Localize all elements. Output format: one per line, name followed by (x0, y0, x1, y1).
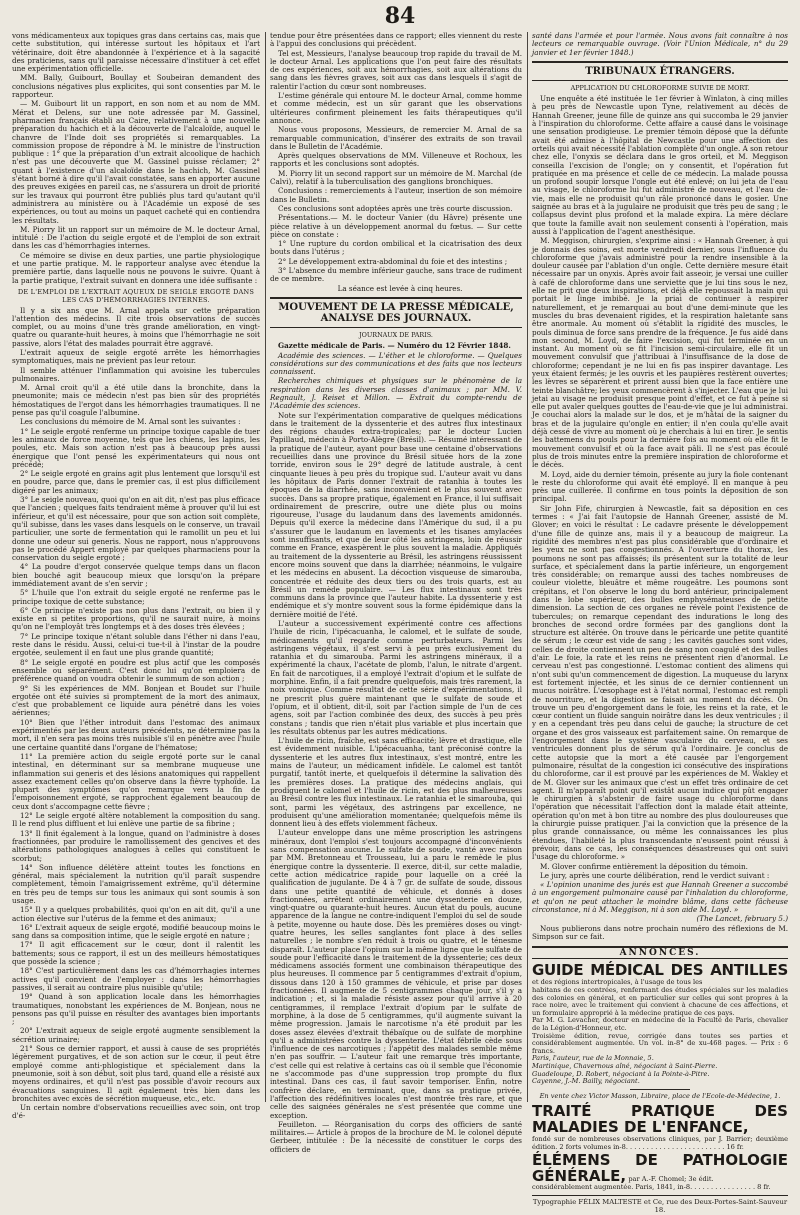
paragraph: tendue pour être présentées dans ce rapport; elles viennent du reste à l'appui des conclusions qui précèdent. (270, 31, 522, 49)
paragraph: Note sur l'expérimentation comparative de quelques médications dans le traitement de la dyssenterie et des autres flux intestinaux des régions chaudes extra-tropicales; par le docteur Lucien Papillaud, médecin à Porto-Alègre (Brésil). — Résumé intéressant de la pratique de l'auteur, ayant pour base une centaine d'observations recueillies dans une province du Brésil située hors de la zone torride, environ sous le 29° degré de latitude australe, à cent cinquante lieues à peu près du tropique sud. L'auteur avait vu dans les hôpitaux de Paris donner l'extrait de ratanhia à toutes les époques de la diarrhée, sans inconvénient et le plus souvent avec succès. Dans sa propre pratique, également en France, il lui suffisait ordinairement de prescrire, outre une diète plus ou moins rigoureuse, l'usage du laudanum dans des lavements amidonnés. Depuis qu'il exerce la médecine dans l'Amérique du sud, il a pu s'assurer que le laudanum en lavements et les tisanes amylacées sont insuffisants, et que de leur côté les astringens, loin de réussir comme en France, exaspèrent le plus souvent la maladie. Appliqués au traitement de la dyssenterie au Brésil, les astringens réussissent encore moins souvent que dans la diarrhée; néanmoins, le vulgaire et les médecins en abusent. La décoction visqueuse de simarouba, concentrée et réduite des deux tiers ou des trois quarts, est au Brésil un remède populaire. — Les flux intestinaux sont très communs dans la province que l'auteur habite. La dyssenterie y est endémique et s'y montre souvent sous la forme épidémique dans la dernière moitié de l'été. (270, 410, 522, 619)
paragraph: Conclusions : remerciements à l'auteur, insertion de son mémoire dans le Bulletin. (270, 186, 522, 204)
column-1 (12, 31, 260, 1121)
printer-line: Typographie FÉLIX MALTESTE et Ce, rue des Deux-Portes-Saint-Sauveur 18. (532, 1195, 788, 1215)
paragraph: Nous publierons dans notre prochain numéro des réflexions de M. Simpson sur ce fait. (532, 923, 788, 941)
paragraph: M. Arnal croit qu'il a été utile dans la bronchite, dans la pneumonite; mais ce médecin n'est pas bien sûr des propriétés hémostatiques de l'ergot dans les hémorrhagies traumatiques. Il ne pense pas qu'il coagule l'albumine. (12, 383, 260, 418)
ad-vendor: En vente chez Victor Masson, Libraire, place de l'Ecole-de-Médecine, 1. (539, 1091, 781, 1100)
ad-line: considérablement augmentée. Paris, 1841, in-8. . . . . . . . . . . . . . . . 8 fr. (532, 1182, 771, 1191)
paragraph: M. Piorry lit un rapport sur un mémoire de M. le docteur Arnal, intitulé : De l'action du seigle ergoté et de l'emploi de son extrait dans les cas d'hémorrhagies internes. (12, 224, 260, 251)
paragraph: MM. Bally, Guibourt, Boullay et Soubeiran demandent des conclusions négatives plus explicites, qui sont consenties par M. le rapporteur. (12, 73, 260, 100)
paragraph: Recherches chimiques et physiques sur le phénomène de la respiration dans les diverses classes d'animaux ; par MM. V. Regnault, J. Reiset et Millon. — Extrait du compte-rendu de l'Académie des sciences. (270, 376, 522, 411)
paragraph: vons médicamenteux aux topiques gras dans certains cas, mais que cette substitution, qui intéresse surtout les hôpitaux et l'art vétérinaire, doit être abandonnée à l'expérience et à la sagacité des praticiens, sans qu'il paraisse nécessaire d'instituer à cet effet une expérimentation officielle. (12, 31, 260, 74)
section-title: MOUVEMENT DE LA PRESSE MÉDICALE, ANALYSE DES JOURNAUX. (270, 297, 522, 328)
paragraph: Ces conclusions sont adoptées après une très courte discussion. (278, 203, 513, 213)
column-divider (527, 32, 528, 1102)
paragraph: La séance est levée à cinq heures. (337, 283, 463, 293)
ad-line: Martinique, Chavernous aîné, négociant à Saint-Pierre. (532, 1062, 718, 1070)
ad-elemens-pathologie (532, 1152, 788, 1192)
paragraph: 3° Le seigle nouveau, quoi qu'on en ait dit, n'est pas plus efficace que l'ancien ; quelques faits tendraient même à prouver qu'il lui est inférieur, et qu'il est nécessaire, pour que son action soit complète, qu'il subisse, dans les vases dans lesquels on le conserve, un travail particulier, une sorte de fermentation qui le ramollit un peu et lui donne une odeur sui generis. Nous ne rapport, nous n'approuvons pas le procédé Appert employé par quelques pharmaciens pour la conservation du seigle ergoté ; (12, 495, 260, 563)
paragraph: 7° Le principe toxique n'étant soluble dans l'éther ni dans l'eau, reste dans le résidu. Aussi, celui-ci tue-t-il à l'instar de la poudre ergotée, seulement il en faut une plus grande quantité; (12, 631, 260, 658)
column-2 (270, 31, 522, 1154)
ad-line: Troisième édition, revue, corrigée dans toutes ses parties et considérablement augmentée. Un vol. in-8° de xu-468 pages. — Prix : 6 francs. (532, 1031, 788, 1055)
ad-line: Guadeloupe, D. Robert, négociant à la Pointe-à-Pitre. (532, 1069, 710, 1078)
paragraph: 1° Une rupture du cordon ombilical et la cicatrisation des deux bouts dans l'utérus ; (270, 239, 522, 257)
paragraph: L'huile de ricin, fraîche, est sans efficacité; lèvre et drastique, elle est évidemment nuisible. L'ipécacuanha, tant préconisé contre la dyssenterie et les autres flux intestinaux, s'est montré, entre les mains de l'auteur, un médicament infidèle. Le calomel est tantôt purgatif, tantôt inerte, et quelquefois il détermine la salivation dès les premières doses. La pratique des médecins anglais, qui prodiguent le calomel et l'huile de ricin, est des plus malheureuses au Brésil contre les flux intestinaux. Le ratanhia et le simarouba, qui sont, parmi les végétaux, des astringens par excellence, ne produisent qu'une amélioration momentanée; quelquefois même ils donnent lieu à des effets violemment fâcheux. (270, 736, 522, 829)
paragraph: Le jury, après une courte délibération, rend le verdict suivant : (540, 870, 770, 880)
announcements-heading: ANNONCES. (532, 946, 788, 959)
paragraph: Il y a six ans que M. Arnal appela sur cette préparation l'attention des médecins. Il cite trois observations de succès complet, ou au moins d'une très grande amélioration, en vingt-quatre ou quarante-huit heures, à moins que l'hémorrhagie ne soit passive, alors l'état des malades pourrait être aggravé. (12, 305, 260, 348)
paragraph: Un certain nombre d'observations recueillies avec soin, ont trop d'é- (12, 1103, 260, 1121)
paragraph: 8° Le seigle ergoté en poudre est plus actif que les composés ensemble ou séparément. C'est donc lui qu'on emploiera de préférence quand on voudra obtenir le summum de son action ; (12, 657, 260, 684)
paragraph: M. Meggison, chirurgien, s'exprime ainsi : « Hannah Greener, à qui je donnais des soins, est morte vendredi dernier, sous l'influence du chloroforme que j'avais administré pour la rendre insensible à la douleur causée par l'ablation d'un ongle. Cette dernière mesure était nécessaire par un onyxis. Après avoir fait asseoir, je versai une cuiller à café de chloroforme dans une serviette que je lui tins sous le nez, elle ne prit que deux inspirations, et déjà elle repoussait la main qui portait le linge imbibé. Je la priai de continuer à respirer naturellement, et je remarquai au bout d'une demi-minute que les muscles du bras devenaient rigides, et la respiration haletante sans être anormale. Au moment où s'établit la rigidité des muscles, le pouls diminua de force sans prendre de la fréquence. Je fus aidé dans mon second, M. Loyd, de faire l'excision, qui fut terminée en un instant. Au moment où se fit l'incision semi-circulaire, elle fit un mouvement convulsif que j'attribuai à l'insuffisance de la dose de chloroforme; cependant je ne lui en fis pas inspirer davantage. Les yeux étaient fermés; je les ouvris et les paupières restèrent ouvertes; les lèvres se séparèrent et prirent aussi bien que la face entière une teinte blanchâtre; les yeux commencèrent à s'injecter. L'eau que je lui jetai au visage ne produisit presque point d'effet, et ce fut à peine si elle put avaler quelques gouttes de l'eau-de-vie que je lui administrai. Je couchai alors la malade sur le dos, et je m'hâtai de la saigner du bras et de la jugulaire qu'ongle en entier; il n'en coula qu'elle avait déjà cessé de vivre au moment où je cherchais à lui en tirer. Je sentis les battemens du pouls pour la dernière fois au moment où elle fit le mouvement convulsif et où la face avait pâli. Il ne s'est pas écoulé plus de trois minutes entre la première inspiration de chloroforme et le décès. (532, 236, 788, 470)
ad-line: habitans de ces contrées, renfermant des études spéciales sur les maladies des colonies en général, et en particulier sur celles qui sont propres à la race noire, avec le traitement qui convient à chacune de ces affections, et un formulaire approprié à la médecine pratique de ces pays. (532, 986, 788, 1017)
paragraph: Académie des sciences. — L'éther et le chloroforme. — Quelques considérations sur des communications et des faits que nos lecteurs connaissent. (270, 350, 522, 377)
paragraph: 11° La première action du seigle ergoté porte sur le canal intestinal, en déterminant sur sa membrane muqueuse une inflammation sui generis et des lésions anatomiques qui rappellent assez exactement celles qu'on observe dans la fièvre typhoïde. La plupart des symptômes qu'on remarque vers la fin de l'empoisonnement ergoté, se rapprochent également beaucoup de ceux dont s'accompagne cette fièvre ; (12, 751, 260, 811)
paragraph: Une enquête a été instituée le 1er février à Winlaton, à cinq milles à peu près de Newcastle upon Tyne, relativement au décès de Hannah Greener, jeune fille de quinze ans qui succomba le 29 janvier à l'inspiration du chloroforme. Cette affaire a causé dans le voisinage une sensation prodigieuse. Le premier témoin déposé que la défunte avait été admise à l'hôpital de Newcastle pour une affection des orteils qui avait nécessité l'ablation complète d'un ongle. A son retour chez elle, l'onyxis se déclara dans le gros orteil, et M. Meggison conseilla l'excision de l'ongle; on y consentit, et l'opération fut pratiquée en ma présence et celle de ce médecin. La malade poussa un profond soupir lorsque l'ongle eut été enlevé; on lui jeta de l'eau au visage, le chloroforme lui fut administré de nouveau, et l'eau de-vie, mais elle ne produisit qu'un râle prononcé dans le gosier. Une saignée au bras et à la jugulaire ne produisit que très peu de sang ; le collapsus devint plus profond et la malade expira. La mère déclare que toute la famille avait non seulement consenti à l'opération, mais aussi à l'application de l'agent anesthésique. (532, 94, 788, 236)
column-3 (532, 31, 788, 1215)
ad-line: Cayenne, J.-M. Bailly, négociant. (532, 1077, 640, 1086)
ad-guide-medical (532, 962, 788, 1085)
paragraph: Il semble atténuer l'inflammation qui avoisine les tubercules pulmonaires. (12, 365, 260, 383)
section-title: TRIBUNAUX ÉTRANGERS. (532, 61, 788, 81)
paragraph: L'auteur a successivement expérimenté contre ces affections l'huile de ricin, l'ipécacuanha, le calomel, et le sulfate de soude, médicaments qu'il regarde comme perturbateurs. Parmi les astringens végétaux, il s'est servi à peu près exclusivement du ratanhia et du simarouba. Parmi les astringens minéraux, il a expérimenté la chaux, l'acétate de plomb, l'alun, le nitrate d'argent. En fait de narcotiques, il a employé l'extrait d'opium et le sulfate de morphine. Enfin, il a fait prendre quelquefois, mais très rarement, la noix vomique. Comme résultat de cette série d'expérimentations, il ne prescrit plus guère maintenant que le sulfate de soude et l'opium, et il obtient, dit-il, soit par l'action simple de l'un de ces agens, soit par l'action combinée des deux, des succès à peu près constans ; tandis que rien n'était plus variable et plus incertain que les résultats obtenus par les autres médications. (270, 619, 522, 736)
paragraph: Sir John Fife, chirurgien à Newcastle, fait sa déposition en ces termes : « J'ai fait l'autopsie de Hannah Greener, assisté de M. Glover; en voici le résultat : Le cadavre présente le développement d'une fille de quinze ans, mais il y a beaucoup de maigreur. La rigidité des membres n'est pas plus considérable que d'ordinaire et les yeux ne sont pas congestionnés. A l'ouverture du thorax, les poumons ne sont pas affaissés; ils présentent sur la totalité de leur surface, et spécialement dans la partie inférieure, un engorgement très considérable; on remarque aussi des taches nombreuses de couleur violette, bleuâtre et même rougeâtre. Les poumons sont crépitans, et l'on observe le long du bord antérieur, principalement dans le lobe supérieur, des bulles emphysémateuses de petite dimension. La section de ces organes ne révèle point l'existence de tubercules; on remarque cependant des indurations le long des bronches de second ordre formées par des ganglions dont la structure est altérée. On trouve dans le péricarde une petite quantité de sérum ; le cœur est vide de sang ; les cavités gauches sont vides, celles de droite contiennent un peu de sang non coagulé et des bulles d'air. Le foie, la rate et les reins ne présentent rien d'anormal. Le cerveau n'est pas congestionné. L'estomac contient des alimens qui n'ont subi qu'un commencement de digestion. La muqueuse du larynx est fortement injectée, et les sinus de ce dernier contiennent un mucus noirâtre. L'œsophage est à l'état normal, l'estomac est rempli de nourriture, et la digestion se faisait au moment du décès. On trouve un peu d'engorgement dans le foie, les reins et la rate, et le cœur contient un fluide sanguin noirâtre dans les deux ventricules ; il y en a cependant très peu dans celui de gauche; la structure de cet organe et des gros vaisseaux est parfaitement saine. On remarque de l'engorgement dans le système vasculaire du cerveau, et ses ventricules donnent plus de sérum qu'à l'ordinaire. Je conclus de cette autopsie que la mort a été causée par l'engorgement pulmonaire, résultat de la congestion ici consécutive des inspirations du chloroforme, car il est prouvé par les expériences de M. Wakley et de M. Glover sur les animaux que c'est un effet très ordinaire de cet agent. Il m'apparaît point qu'il existât aucun indice qui pût engager le chirurgien à s'abstenir de faire usage du chloroforme dans l'opération que nécessitait l'affection dont la malade était atteinte, opération qu'on met à bon titre au nombre des plus douloureuses que la chirurgie puisse pratiquer. J'ai la conviction que la présence de la plus grande connaissance, ou même les connaissances les plus étendues, l'habileté la plus transcendante n'eussent point réussi à prévoir, dans ce cas, les conséquences désastreuses qui ont suivi l'usage du chloroforme. » (532, 503, 788, 862)
paragraph: 9° Si les expériences de MM. Bonjean et Boudet sur l'huile ergotée ont été suivies si promptement de la mort des animaux, c'est que probablement ce liquide aura pénétré dans les voies aériennes; (12, 683, 260, 718)
paragraph: 20° L'extrait aqueux de seigle ergoté augmente sensiblement la sécrétion urinaire; (12, 1026, 260, 1044)
paragraph: L'estime générale qui entoure M. le docteur Arnal, comme homme et comme médecin, est un sûr garant que les observations ultérieures confirment pleinement les faits thérapeutiques qu'il annonce. (270, 91, 522, 125)
paragraph: 4° La poudre d'ergot conservée quelque temps dans un flacon bien bouché agit beaucoup mieux que lorsqu'on la prépare immédiatement avant de s'en servir ; (12, 562, 260, 588)
paragraph: Les conclusions du mémoire de M. Arnal sont les suivantes : (20, 417, 241, 427)
paragraph: Ce mémoire se divise en deux parties, une partie physiologique et une partie pratique. M. le rapporteur analyse avec étendue la première partie, dans laquelle nous ne pouvons le suivre. Quant à la partie pratique, l'extrait suivant en donnera une idée suffisante : (12, 250, 260, 285)
ad-subtitle: par A.-F. Chomel; 3e édit. (628, 1174, 714, 1183)
paragraph: 2° Le seigle ergoté en grains agit plus lentement que lorsqu'il est en poudre, parce que, dans le premier cas, il est plus difficilement digéré par les animaux; (12, 469, 260, 495)
paragraph: 15° Il y a quelques probabilités, quoi qu'on en ait dit, qu'il a une action élective sur l'utérus de la femme et des animaux; (12, 905, 260, 923)
paragraph: 18° C'est particulièrement dans les cas d'hémorrhagies internes actives qu'il convient de l'employer : dans les hémorrhagies passives, il serait au contraire plus nuisible qu'utile; (12, 966, 260, 992)
paragraph: 12° Le seigle ergoté altère notablement la composition du sang. Il le rend plus diffluent et lui enlève une partie de sa fibrine ; (12, 811, 260, 829)
paragraph: 13° Il finit également à la longue, quand on l'administre à doses fractionnées, par produire le ramollissement des gencives et des altérations pathologiques analogues à celles qui constituent le scorbut; (12, 828, 260, 863)
subheading: JOURNAUX DE PARIS. (359, 330, 433, 339)
subheading: APPLICATION DU CHLOROFORME SUIVIE DE MORT. (570, 83, 750, 92)
ad-line: Par M. G. Levacher, docteur en médecine de la Faculté de Paris, chevalier de la Légion-d'Honneur, etc. (532, 1016, 788, 1033)
paragraph: Nous vous proposons, Messieurs, de remercier M. Arnal de sa remarquable communication, d'insérer des extraits de son travail dans le Bulletin de l'Académie. (270, 125, 522, 151)
paragraph: 19° Quand à son application locale dans les hémorrhagies traumatiques, nonobstant les expériences de M. Bonjean, nous ne pensons pas qu'il puisse en résulter des avantages bien importants ; (12, 992, 260, 1027)
paragraph: santé dans l'armée et pour l'armée. Nous avons fait connaître à nos lecteurs ce remarquable ouvrage. (Voir l'Union Médicale, n° du 29 janvier et 1er février 1848.) (532, 31, 788, 57)
ad-traite-pratique (532, 1093, 788, 1152)
gazette-line: Gazette médicale de Paris. — Numéro du 12 Février 1848. (278, 341, 511, 351)
column-divider (265, 32, 266, 1102)
paragraph: — M. Guibourt lit un rapport, en son nom et au nom de MM. Mérat et Delens, sur une note adressée par M. Gassinel, pharmacien français établi au Caire, relativement à une nouvelle préparation du hachich et à la découverte de l'alcaloïde, auquel le chanvre de l'Inde doit ses propriétés si remarquables. La commission propose de répondre à M. le ministre de l'instruction publique : 1° que la préparation d'un extrait alcoolique de hachich n'est pas une découverte que M. Gassinel puisse réclamer; 2° quant à l'existence d'un alcaloïde dans le hachich, M. Gassinel s'étant borné à dire qu'il l'avait constatée, sans en apporter aucune des preuves exigées en pareil cas, ne s'assurera un droit de priorité sur les travaux qui pourront être publiés plus tard qu'autant qu'il administrera au ministère ou à l'Académie un exposé de ses expériences, ou tout au moins un paquet cacheté qui en contiendra les résultats. (12, 99, 260, 225)
paragraph: 17° Il agit efficacement sur le cœur, dont il ralentit les battements; sous ce rapport, il est un des meilleurs hémostatiques que possède la science ; (12, 940, 260, 967)
paragraph: Après quelques observations de MM. Villeneuve et Rochoux, les rapports et les conclusions sont adoptés. (270, 151, 522, 169)
ad-title: ÉLÉMENS DE PATHOLOGIE GÉNÉRALE, (532, 1150, 788, 1185)
paragraph: M. Loyd, aide du dernier témoin, présente au jury la fiole contenant le reste du chloroforme qui avait été employé. Il en manque à peu près une cuillerée. Il confirme en tous points la déposition de son principal. (532, 469, 788, 504)
page-number: 84 (384, 3, 416, 29)
ad-line: fondé sur de nombreuses observations cliniques, par J. Barrier; deuxième édition. 2 forts volumes in-8. . . . . . . . . . . . . . . . . . . . . . . . 16 fr. (532, 1135, 788, 1151)
paragraph: L'auteur enveloppe dans une même proscription les astringens minéraux, dont l'emploi s'est toujours accompagné d'inconvénients sans compensation aucune. Le sulfate de soude, vanté avec raison par MM. Bretonneau et Trousseau, lui a paru le remède le plus énergique contre la dyssenterie. Il exerce, dit-il, sur cette maladie, cette action médicatrice rapide pour laquelle on a créé la qualification de jugulante. De 4 à 7 gr. de sulfate de soude, dissous dans une petite quantité de véhicule, et donnés à doses fractionnées, arrêtent ordinairement une dyssenterie en douze, vingt-quatre ou quarante-huit heures. Aucun état du pouls, aucune apparence de la langue ne contre-indiquent l'emploi du sel de soude à petite, moyenne ou haute dose. Dès les premières doses ou vingt-quatre heures, les selles sanglantes font place à des selles naturelles ; le nombre s'en réduit à trois ou quatre, et le ténesme disparaît. L'auteur place l'opium sur la même ligne que le sulfate de soude pour l'efficacité dans le traitement de la dyssenterie; ces deux médicamens associés forment une combinaison thérapeutique des plus heureuses. Il commence par 5 centigrammes d'extrait d'opium, dissous dans 120 à 150 grammes de véhicule, et prise par doses fractionnées. Il augmente de 5 centigrammes chaque jour, s'il y a indication ; et, si la maladie résiste assez pour qu'il arrive à 20 centigrammes, il remplace l'extrait d'opium par le sulfate de morphine, à la dose de 5 centigrammes, qu'il augmente suivant la même progression. Jamais le narcotisme n'a été produit par les doses assez élevées d'extrait thébaïque ou de sulfate de morphine qu'il a administrées contre la dyssenterie. L'état fébrile cède sous l'influence de ces narcotiques ; l'appétit des malades semble même n'en pas souffrir. — L'auteur fait une remarque très importante, c'est celle qui est relative à certains cas où il semble que l'économie ne s'accommode pas d'une suppression trop prompte du flux intestinal. Dans ces cas, il faut savoir temporiser. Enfin, notre confrère déclare, en terminant, que, dans sa pratique privée, l'affection des rédéfinitives locales n'est montrée très rare, et que celle des saignées générales ne s'est présentée que comme une exception. (270, 828, 522, 1120)
divider (630, 1089, 690, 1090)
paragraph: 6° Ce principe n'existe pas non plus dans l'extrait, ou bien il y existe en si petites proportions, qu'il ne saurait nuire, à moins qu'on ne l'employât très longtemps et à des doses très élevées ; (12, 605, 260, 632)
ad-title: GUIDE MÉDICAL DES ANTILLES (532, 961, 788, 980)
paragraph: Feuilleton. — Réorganisation du corps des officiers de santé militaires.— Article à propos de la brochure de M. le colonel député Gerbeer, intitulée : De la nécessité de constituer le corps des officiers de (270, 1119, 522, 1154)
paragraph: M. Piorry lit un second rapport sur un mémoire de M. Marchal (de Calvi), relatif à la tuberculisation des ganglions bronchiques. (270, 168, 522, 187)
paragraph: 21° Sous ce dernier rapport, et aussi à cause de ses propriétés légèrement purgatives, et de son action sur le cœur, il peut être employé comme anti-phlogistique et spécialement dans la pneumonie, soit à son début, soit plus tard, quand elle a résisté aux moyens ordinaires, et qu'il n'est pas possible d'avoir recours aux évacuations sanguines. Il agit également très bien dans les bronchites avec excès de sécrétion muqueuse, etc., etc. (12, 1044, 260, 1103)
paragraph: 2° Le développement extra-abdominal du foie et des intestins ; (278, 256, 508, 266)
ad-subtitle: et des régions intertropicales, à l'usage de tous les (532, 978, 703, 987)
ad-title: TRAITÉ PRATIQUE DES MALADIES DE L'ENFANCE, (532, 1102, 788, 1137)
subheading: DE L'EMPLOI DE L'EXTRAIT AQUEUX DE SEIGLE ERGOTÉ DANS LES CAS D'HÉMORRHAGIES INTERNES. (17, 287, 255, 305)
paragraph: 1° Le seigle ergoté renferme un principe toxique capable de tuer les animaux de force moyenne, tels que les chiens, les lapins, les poules, etc. Mais son action n'est pas à beaucoup près aussi énergique que l'ont pensé les expérimentateurs qui nous ont précédé; (12, 426, 260, 469)
paragraph: 10° Bien que l'éther introduit dans l'estomac des animaux expérimentés par les deux auteurs précédents, ne détermine pas la mort, il n'en sera pas moins très nuisible s'il en pénètre avec l'huile une certaine quantité dans l'organe de l'hématose; (12, 717, 260, 752)
paragraph: M. Glover confirme entièrement la déposition du témoin. (540, 861, 748, 871)
paragraph: 5° L'huile que l'on extrait du seigle ergoté ne renferme pas le principe toxique de cette substance; (12, 588, 260, 606)
paragraph: L'extrait aqueux de seigle ergoté arrête les hémorrhagies symptomatiques, mais ne prévient pas leur retour. (12, 347, 260, 366)
paragraph: Présentations.— M. le docteur Vanier (du Hâvre) présente une pièce relative à un développement anormal du fœtus. — Sur cette pièce on constate : (270, 213, 522, 239)
paragraph: 3° L'absence du membre inférieur gauche, sans trace de rudiment de ce membre. (270, 266, 522, 284)
paragraph: 16° L'extrait aqueux de seigle ergoté, modifié beaucoup moins le sang dans sa composition intime, que le seigle ergoté en nature ; (12, 922, 260, 941)
paragraph: « L'opinion unanime des jurés est que Hannah Greener a succombé à un engorgement pulmonaire causé par l'inhalation du chloroforme, et qu'on ne peut attacher le moindre blâme, dans cette fâcheuse circonstance, ni à M. Meggison, ni à son aide M. Loyd. » (532, 880, 788, 914)
source-citation: (The Lancet, february 5.) (696, 914, 788, 924)
paragraph: 14° Son influence délétère atteint toutes les fonctions en général, mais spécialement la nutrition qu'il paraît suspendre complètement, témoin l'amaigrissement extrême, qu'il détermine en très peu de temps sur tous les animaux qui sont soumis à son usage. (12, 862, 260, 905)
paragraph: Tel est, Messieurs, l'analyse beaucoup trop rapide du travail de M. le docteur Arnal. Les applications que l'on peut faire des résultats de ces expériences, soit aux hémorrhagies, soit aux altérations du sang dans les fièvres graves, soit aux cas dans lesquels il s'agit de ralentir l'action du cœur sont nombreuses. (270, 48, 522, 91)
ad-line: Paris, l'auteur, rue de la Monnaie, 5. (532, 1054, 654, 1063)
